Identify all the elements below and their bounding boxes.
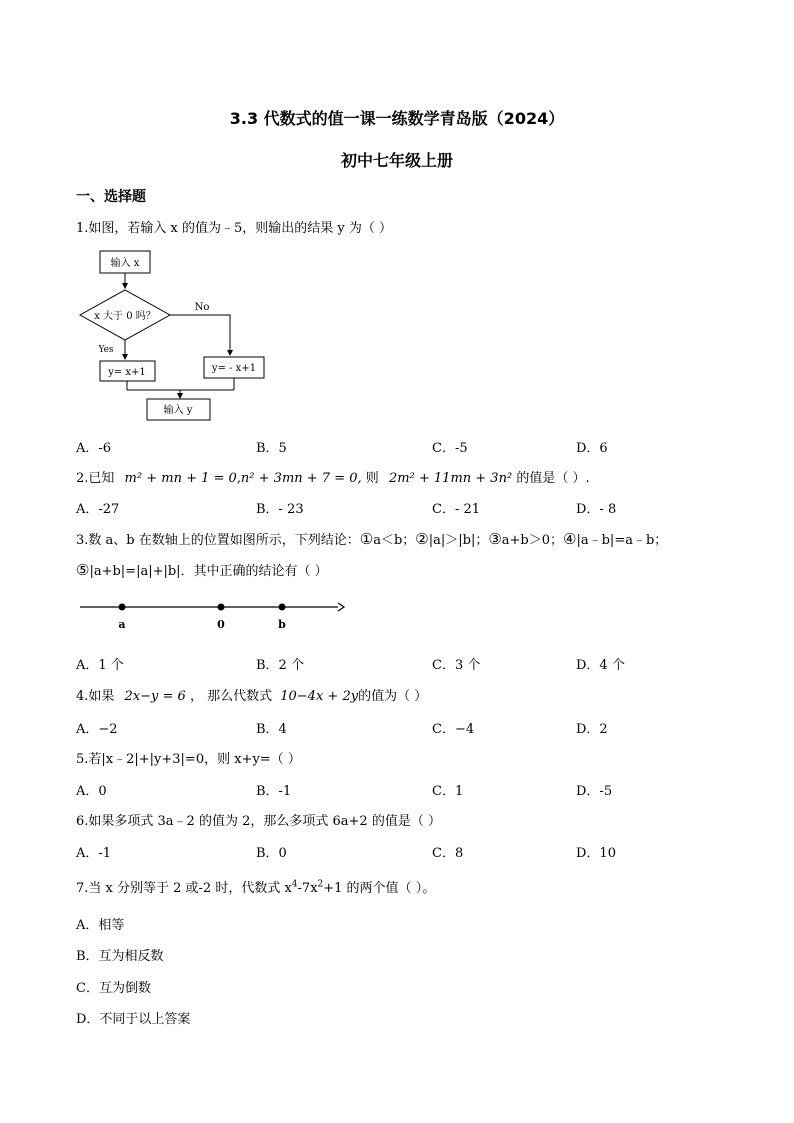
q5-option-c: C．1	[432, 784, 464, 799]
q3-conclusion-5: |a+b|=|a|+|b|．其中正确的结论有（ ）	[89, 564, 328, 579]
q4-condition: 2x−y = 6	[124, 689, 186, 704]
q3-option-a: A．1 个	[76, 658, 124, 673]
q2-option-b: B．- 23	[256, 502, 304, 517]
q5-option-d: D．-5	[576, 784, 613, 799]
q1-option-a: A．-6	[76, 441, 112, 456]
q3-marker-4: ④	[563, 530, 577, 548]
flow-input-label: 输入 x	[110, 258, 140, 269]
q5-option-b: B．-1	[256, 784, 292, 799]
label-zero: 0	[217, 618, 225, 631]
q7-exponent-1: 4	[291, 879, 298, 890]
q3-marker-1: ①	[359, 530, 374, 548]
q3-option-b: B．2 个	[256, 658, 304, 673]
point-b	[279, 604, 286, 611]
q7-option-a: A．相等	[76, 918, 125, 933]
point-a	[119, 604, 126, 611]
q7-option-b: B．互为相反数	[76, 949, 164, 964]
q4-prefix: 4.如果	[76, 689, 115, 704]
q4-option-d: D．2	[576, 722, 608, 737]
label-b: b	[278, 618, 286, 631]
q1-option-b: B．5	[256, 441, 287, 456]
q2-option-a: A．-27	[76, 502, 120, 517]
flow-no-label: No	[194, 302, 210, 313]
question-1-text: 1.如图，若输入 x 的值为﹣5，则输出的结果 y 为（ ）	[76, 221, 393, 236]
q7-option-c: C．互为倒数	[76, 981, 151, 996]
q2-suffix: 的值是（ ）.	[516, 471, 590, 486]
question-5-text: 5.若|x﹣2|+|y+3|=0，则 x+y=（ ）	[76, 752, 301, 767]
q3-marker-2: ②	[415, 530, 429, 548]
q2-equation: m² + mn + 1 = 0,n² + 3mn + 7 = 0,	[124, 471, 362, 486]
number-line	[76, 596, 346, 636]
page-subtitle: 初中七年级上册	[340, 151, 453, 170]
label-a: a	[118, 618, 126, 631]
q5-option-a: A．0	[76, 784, 107, 799]
q3-conclusion-3: a+b＞0；	[501, 533, 564, 548]
q6-option-d: D．10	[576, 846, 616, 861]
question-2-text	[76, 467, 590, 486]
q1-option-c: C．-5	[432, 441, 468, 456]
q2-mid: 则	[365, 471, 379, 486]
q6-option-b: B．0	[256, 846, 287, 861]
question-4-text	[76, 685, 427, 704]
q6-option-a: A．-1	[76, 846, 112, 861]
q3-marker-5: ⑤	[76, 561, 90, 579]
q4-option-b: B．4	[256, 722, 287, 737]
q7-option-d: D．不同于以上答案	[76, 1012, 191, 1027]
page-title: 3.3 代数式的值一课一练数学青岛版（2024）	[229, 109, 565, 128]
q3-option-d: D．4 个	[576, 658, 625, 673]
q2-prefix: 2.已知	[76, 471, 115, 486]
number-line-arrow	[338, 603, 344, 611]
q1-option-d: D．6	[576, 441, 608, 456]
q2-option-c: C．- 21	[432, 502, 481, 517]
q7-pre: 7.当 x 分别等于 2 或-2 时，代数式 x	[76, 881, 292, 896]
q3-intro: 3.数 a、b 在数轴上的位置如图所示，下列结论：	[76, 533, 360, 548]
q2-option-d: D．- 8	[576, 502, 617, 517]
question-6-text: 6.如果多项式 3a﹣2 的值为 2，那么多项式 6a+2 的值是（ ）	[76, 814, 441, 829]
q2-expression: 2m² + 11mn + 3n²	[388, 471, 513, 486]
q4-mid: ， 那么代数式	[189, 689, 273, 704]
q4-suffix: 的值为（ ）	[358, 689, 428, 704]
q3-conclusion-4: |a﹣b|=a﹣b；	[576, 533, 668, 548]
question-3-line2	[76, 560, 328, 579]
q4-expression: 10−4x + 2y	[280, 689, 359, 704]
flow-decision-label: x 大于 0 吗？	[94, 311, 156, 322]
q4-option-a: A．−2	[76, 722, 118, 737]
flow-output-label: 输入 y	[163, 405, 193, 416]
flow-right-label: y= - x+1	[211, 363, 257, 374]
q6-option-c: C．8	[432, 846, 464, 861]
flow-yes-label: Yes	[98, 345, 114, 355]
section-heading: 一、选择题	[76, 189, 146, 205]
q3-conclusion-2: |a|＞|b|；	[428, 533, 489, 548]
point-zero	[218, 604, 225, 611]
flowchart	[76, 244, 286, 424]
flow-left-label: y= x+1	[108, 367, 146, 378]
q7-post: +1 的两个值（ ）。	[323, 881, 436, 896]
q3-marker-3: ③	[488, 530, 502, 548]
q3-conclusion-1: a＜b；	[373, 533, 416, 548]
question-7-text	[76, 877, 435, 896]
q7-exponent-2: 2	[317, 879, 324, 890]
q3-option-c: C．3 个	[432, 658, 481, 673]
q4-option-c: C．−4	[432, 722, 475, 737]
q7-mid: -7x	[297, 881, 318, 896]
question-3-line1	[76, 529, 667, 548]
